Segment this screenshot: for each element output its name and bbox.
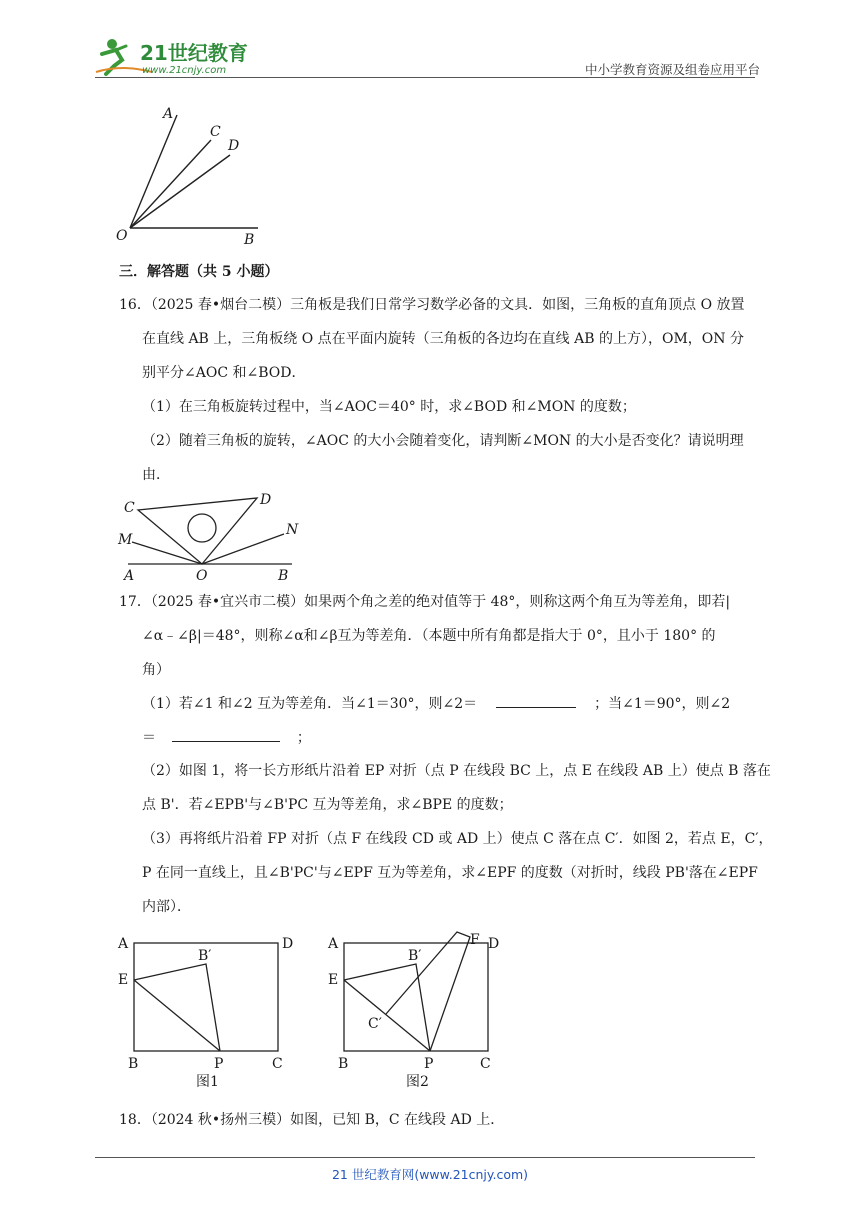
fig1-label-c: C	[272, 1056, 283, 1072]
q16-label-m: M	[118, 532, 133, 548]
fig1-label-e: E	[118, 972, 129, 988]
fig2-caption: 图2	[406, 1074, 429, 1090]
fig2-label-d: D	[488, 936, 500, 952]
header-divider	[95, 77, 755, 78]
q17-part2b: 点 B'．若∠EPB'与∠B'PC 互为等差角，求∠BPE 的度数；	[142, 797, 513, 813]
footer-link[interactable]: 21 世纪教育网(www.21cnjy.com)	[331, 1167, 529, 1182]
q17-part3c: 内部）．	[142, 899, 191, 915]
q16-line3: 别平分∠AOC 和∠BOD．	[142, 365, 306, 381]
label-o: O	[116, 228, 128, 244]
logo-text: 21世纪教育	[140, 41, 248, 65]
fold-figure-1	[112, 930, 302, 1090]
fig2-label-c: C	[480, 1056, 491, 1072]
q17-part3a: （3）再将纸片沿着 FP 对折（点 F 在线段 CD 或 AD 上）使点 C 落在点 C′．如图 2，若点 E，C′，	[142, 831, 773, 847]
q16-label-c: C	[124, 500, 135, 516]
q16-label-n: N	[286, 522, 299, 538]
fig1-label-a: A	[118, 936, 129, 952]
q16-label-b: B	[278, 568, 289, 584]
logo-graphic	[92, 36, 262, 78]
q16-label-o: O	[196, 568, 208, 584]
q16-label-d: D	[260, 492, 272, 508]
q16-part2a: （2）随着三角板的旋转，∠AOC 的大小会随着变化，请判断∠MON 的大小是否变化？请说明理	[142, 433, 744, 449]
label-a: A	[163, 106, 174, 122]
q16-part1: （1）在三角板旋转过程中，当∠AOC＝40° 时，求∠BOD 和∠MON 的度数；	[142, 399, 636, 415]
fig1-label-b: B	[128, 1056, 139, 1072]
answer-blank-1[interactable]	[496, 693, 576, 708]
fig2-label-b: B	[338, 1056, 349, 1072]
footer-divider	[95, 1157, 755, 1158]
fig2-label-a: A	[328, 936, 339, 952]
label-d: D	[228, 138, 240, 154]
q17-part1b-prefix: ＝	[142, 730, 156, 746]
fold-figure-2	[322, 930, 522, 1090]
q17-part1a-prefix: （1）若∠1 和∠2 互为等差角．当∠1＝30°，则∠2＝	[142, 696, 478, 712]
fig1-label-p: P	[214, 1056, 224, 1072]
q17-part2a: （2）如图 1，将一长方形纸片沿着 EP 对折（点 P 在线段 BC 上，点 E 在线段 AB 上）使点 B 落在	[142, 763, 771, 779]
q16-label-a: A	[124, 568, 135, 584]
platform-name: 中小学教育资源及组卷应用平台	[584, 62, 760, 77]
section-title: 三．解答题（共 5 小题）	[119, 264, 279, 280]
q16-line1: 16．（2025 春•烟台二模）三角板是我们日常学习数学必备的文具．如图，三角板的直角顶点 O 放置	[119, 297, 745, 313]
answer-blank-2[interactable]	[172, 727, 280, 742]
label-b: B	[244, 232, 255, 248]
q17-part1b	[142, 727, 802, 748]
fig1-label-d: D	[282, 936, 294, 952]
q16-line2: 在直线 AB 上，三角板绕 O 点在平面内旋转（三角板的各边均在直线 AB 的上方），OM，ON 分	[142, 331, 744, 347]
fig1-caption: 图1	[196, 1074, 219, 1090]
fig2-label-b-prime: B′	[408, 948, 422, 964]
fig2-label-e: E	[328, 972, 339, 988]
q17-part3b: P 在同一直线上，且∠B'PC'与∠EPF 互为等差角，求∠EPF 的度数（对折时，线段 PB'落在∠EPF	[142, 865, 758, 881]
triangle-ruler-figure	[112, 488, 312, 584]
fig1-label-b-prime: B′	[198, 948, 212, 964]
angle-figure-top	[108, 100, 268, 250]
q17-line1: 17．（2025 春•宜兴市二模）如果两个角之差的绝对值等于 48°，则称这两个角互为等差角，即若|	[119, 594, 731, 610]
fig2-label-c-prime: C′	[368, 1016, 382, 1032]
fig2-label-f: F	[470, 932, 480, 948]
logo-url: www.21cnjy.com	[142, 65, 227, 76]
q17-part1a	[142, 693, 802, 714]
label-c: C	[210, 124, 221, 140]
site-logo	[92, 36, 262, 78]
q17-line2: ∠α﹣∠β|＝48°，则称∠α和∠β互为等差角．（本题中所有角都是指大于 0°，且小于 180° 的	[142, 628, 716, 644]
q18-line1: 18．（2024 秋•扬州三模）如图，已知 B，C 在线段 AD 上．	[119, 1112, 505, 1128]
q16-part2b: 由．	[142, 467, 170, 483]
q17-part1b-suffix: ；	[296, 730, 311, 746]
q17-line3: 角）	[142, 662, 170, 678]
fig2-label-p: P	[424, 1056, 434, 1072]
q17-part1a-middle: ；当∠1＝90°，则∠2	[594, 696, 731, 712]
